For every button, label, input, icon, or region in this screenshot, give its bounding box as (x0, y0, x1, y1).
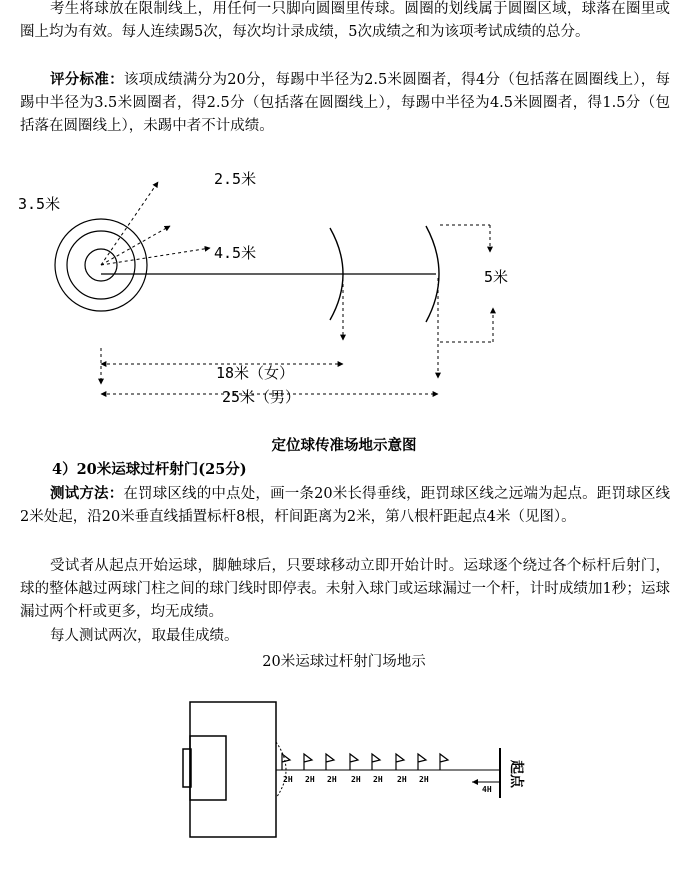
gap-label: 2H (305, 775, 315, 784)
scoring-text: 该项成绩满分为20分，每踢中半径为2.5米圆圈者，得4分（包括落在圆圈线上），每踢中半径为3.5米圆圈者，得2.5分（包括落在圆圈线上），每踢中半径为4.5米圆圈者，得1.5分（包括落在圆圈线上），未踢中者不计成绩。 (20, 72, 671, 134)
arrow-r35 (101, 226, 170, 265)
gap-label: 2H (283, 775, 293, 784)
method-text: 在罚球区线的中点处，画一条20米长得垂线，距罚球区线之远端为起点。距罚球区线2米处起，沿20米垂直线插置标杆8根，杆间距离为2米，第八根杆距起点4米（见图）。 (20, 486, 670, 525)
method-sep: ： (108, 485, 124, 502)
gap-label: 2H (327, 775, 337, 784)
gap-label: 2H (419, 775, 429, 784)
gap-label: 2H (351, 775, 361, 784)
method-label: 测试方法 (50, 485, 109, 502)
label-5m: 5米 (484, 268, 509, 286)
goal-area (190, 736, 226, 800)
label-r35: 3.5米 (18, 195, 61, 213)
gap-label: 2H (373, 775, 383, 784)
flag-row (282, 754, 448, 784)
method-paragraph (20, 482, 670, 529)
rule-paragraph: 受试者从起点开始运球，脚触球后，只要球移动立即开始计时。运球逐个绕过各个标杆后射门，球的整体越过两球门柱之间的球门线时即停表。未射入球门或运球漏过一个杆，计时成绩加1秒；运球漏过两个杆或更多，均无成绩。 (20, 558, 670, 620)
section-heading: 4）20米运球过杆射门(25分) (52, 461, 247, 478)
arrow-4h-head (472, 779, 478, 785)
flag-pole (396, 754, 404, 770)
label-r25: 2.5米 (214, 170, 257, 188)
diagram1-caption: 定位球传准场地示意图 (271, 437, 417, 454)
gap-label: 2H (397, 775, 407, 784)
flag-pole (326, 754, 334, 770)
flag-pole (440, 754, 448, 770)
label-4h: 4H (482, 785, 492, 794)
flag-pole (418, 754, 426, 770)
penalty-area (190, 702, 276, 837)
label-25m: 25米（男） (222, 388, 301, 406)
pass-accuracy-diagram (0, 168, 688, 408)
scoring-paragraph (20, 68, 670, 138)
arrow-r25 (101, 182, 158, 265)
flag-pole (372, 754, 380, 770)
flag-pole (350, 754, 358, 770)
label-18m: 18米（女） (216, 364, 295, 382)
label-r45: 4.5米 (214, 244, 257, 262)
diagram2-caption: 20米运球过杆射门场地示 (262, 654, 426, 670)
flag-pole (304, 754, 312, 770)
dribble-course-diagram (0, 690, 688, 860)
attempts-paragraph: 每人测试两次，取最佳成绩。 (50, 628, 239, 644)
scoring-label: 评分标准 (50, 71, 110, 88)
intro-paragraph: 考生将球放在限制线上，用任何一只脚向圆圈里传球。圆圈的划线属于圆圈区域，球落在圈里或圈上均为有效。每人连续踢5次，每次均计录成绩，5次成绩之和为该项考试成绩的总分。 (20, 1, 670, 40)
scoring-sep: ： (109, 71, 124, 88)
start-label: 起点 (508, 760, 524, 788)
